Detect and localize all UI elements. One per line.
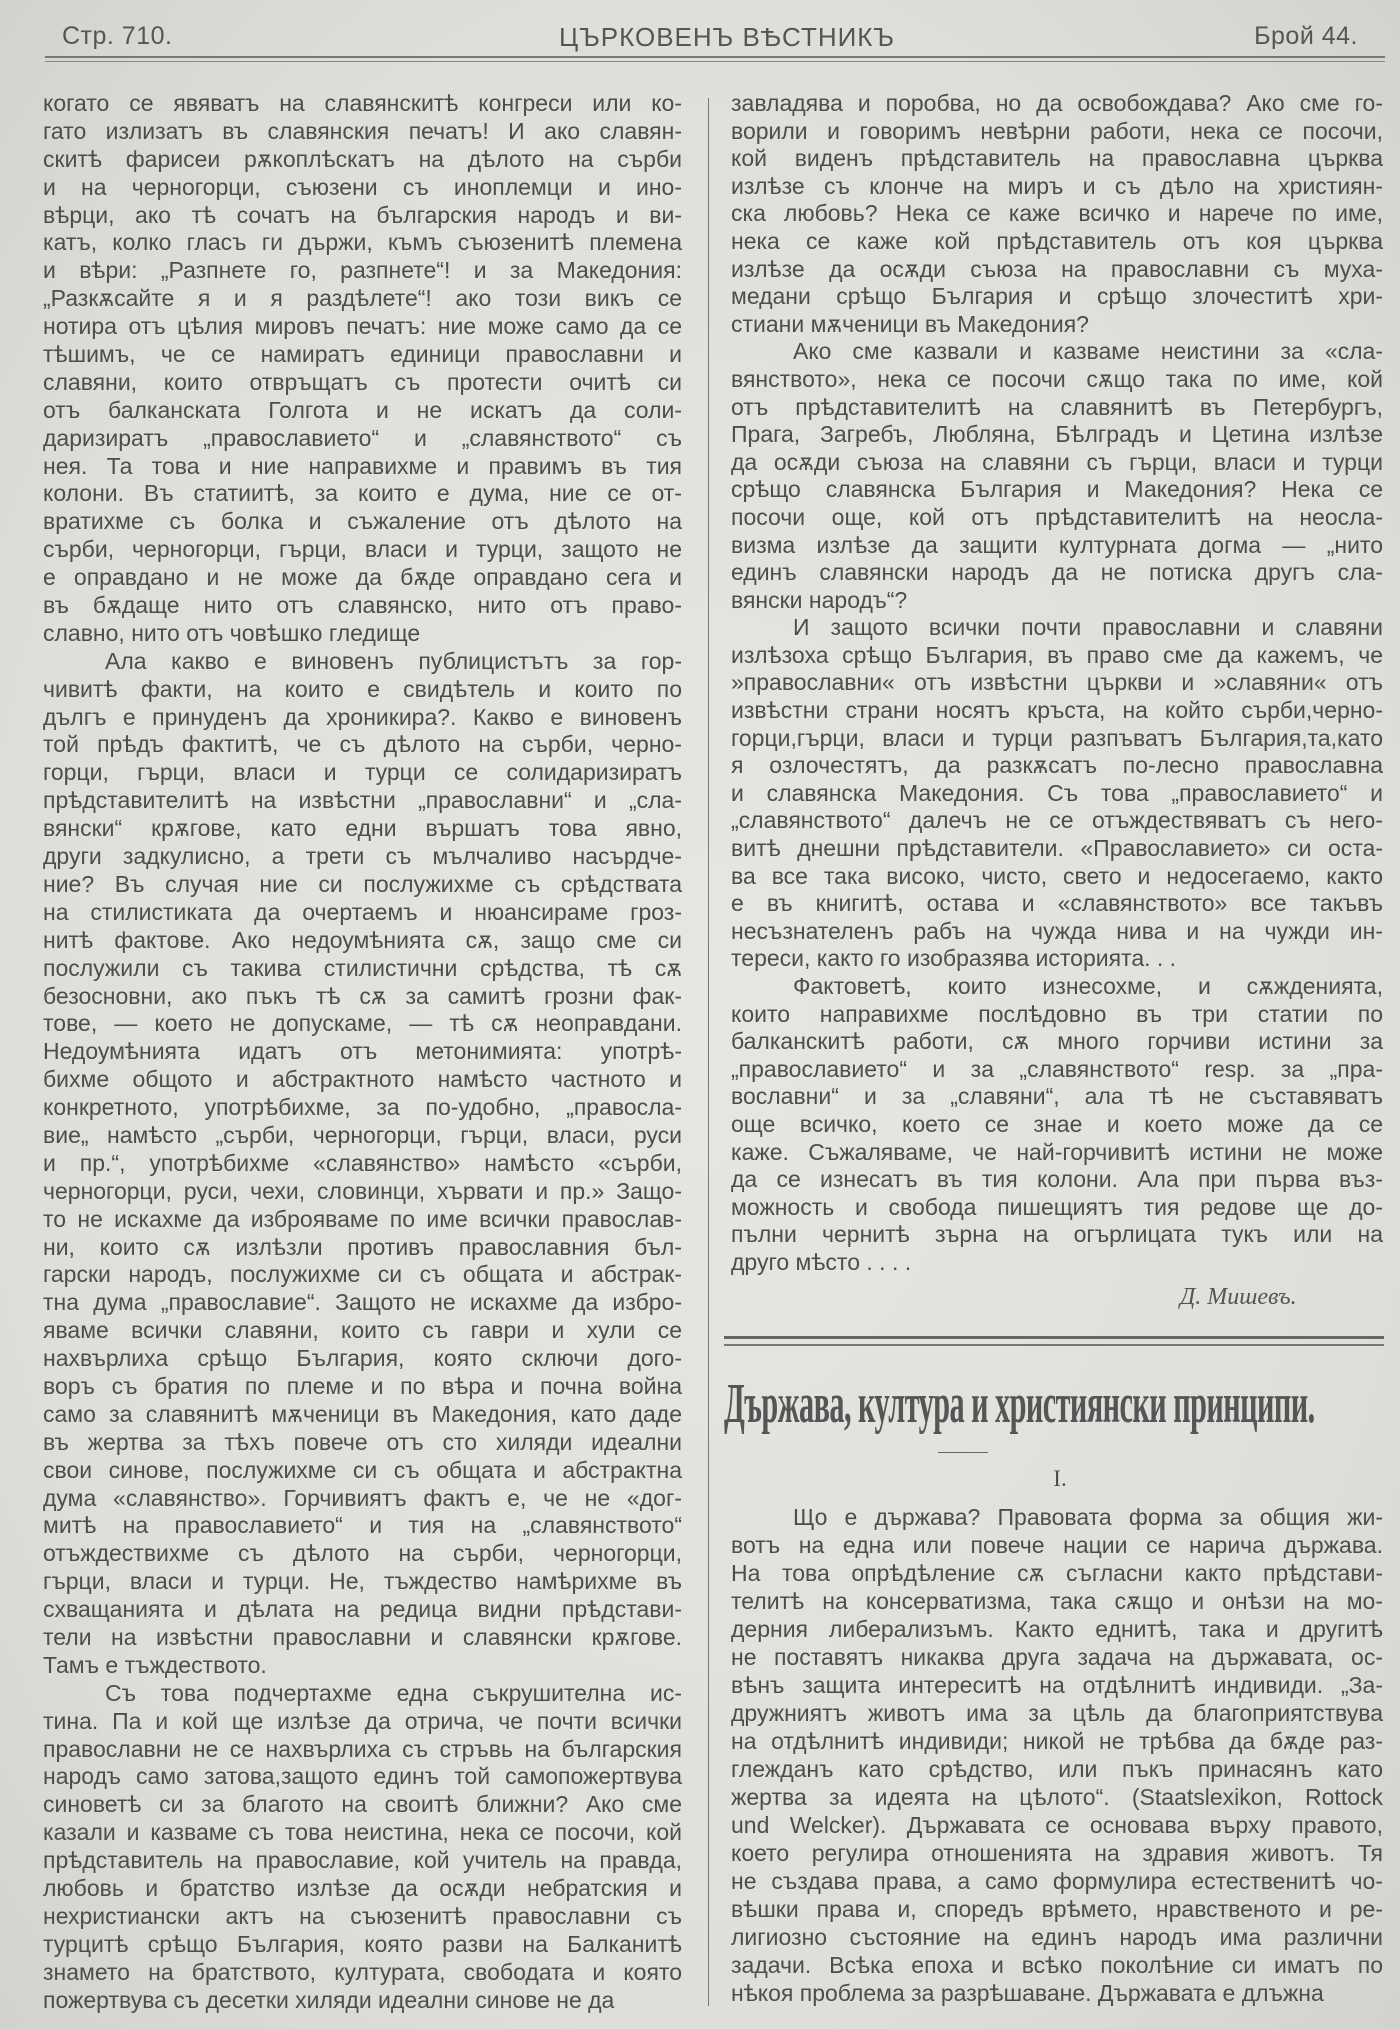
text-line: задачи. Всѣка епоха и всѣко поколѣние си иматъ по (731, 1952, 1383, 1978)
text-line: ние? Въ случая ние си послужихме съ срѣдствата (43, 870, 682, 897)
text-line: и на черногорци, съюзени съ иноплемци и ино- (43, 173, 682, 200)
text-line: горци,гърци, власи и турци разпъватъ България,та,като (731, 724, 1383, 751)
text-line: я озлочестятъ, да разкѫсатъ по-лесно православна (731, 752, 1383, 779)
text-line: „православието“ и за „славянството“ resp. за „пра- (731, 1055, 1383, 1082)
text-line: Тамъ е тъждеството. (43, 1651, 267, 1678)
article-body (731, 1503, 1383, 2007)
text-line: бихме общото и абстрактното намѣсто частното и (43, 1066, 682, 1093)
text-line: извѣстни страни носятъ кръста, на който сърби,черно- (731, 697, 1383, 724)
text-line: излѣзе съ клонче на миръ и съ дѣло на християн- (731, 172, 1383, 199)
text-line: дума «славянство». Горчивиятъ фактъ е, че не «дог- (43, 1484, 682, 1511)
text-line: вѣнъ защита интереситѣ на отдѣлнитѣ индивиди. „За- (731, 1672, 1383, 1698)
text-line: нехристиански актъ на съюзенитѣ православни съ (43, 1902, 682, 1929)
text-line: Недоумѣнията идатъ отъ метонимията: употрѣ- (43, 1038, 682, 1065)
text-line: то не искахме да изброяваме по име всички православ- (43, 1205, 682, 1232)
text-line: славно, нито отъ човѣшко гледище (43, 619, 421, 646)
text-line: на отдѣлнитѣ индивиди; никой не трѣбва да бѫде раз- (731, 1728, 1383, 1754)
left-column (43, 90, 682, 2014)
text-line: знамето на братството, културата, свободата и която (43, 1958, 682, 1985)
text-line: конкретното, употрѣбихме, за по-удобно, „правосла- (43, 1094, 682, 1121)
text-line: Фактоветѣ, които изнесохме, и сѫжденията, (793, 973, 1383, 999)
paragraph (731, 90, 1383, 338)
text-line: синоветѣ си за благото на своитѣ ближни? Ако сме (43, 1791, 682, 1818)
title-underline (938, 1452, 988, 1453)
paragraph (731, 338, 1383, 614)
text-line: нитѣ фактове. Ако недоумѣнията сѫ, защо сме си (43, 926, 682, 953)
right-column (731, 90, 1383, 1277)
text-line: дерния либерализъмъ. Както еднитѣ, така и другитѣ (731, 1616, 1383, 1642)
text-line: яваме всички славяни, които съ гаври и хули се (43, 1317, 682, 1344)
text-line: воръ съ братия по племе и по вѣра и почна война (43, 1372, 682, 1399)
text-line: И защото всички почти православни и славяни (793, 614, 1383, 641)
text-line: каже. Съжаляваме, че най-горчивитѣ истини не може (731, 1138, 1383, 1165)
text-line: и пр.“, употрѣбихме «славянство» намѣсто «сърби, (43, 1149, 682, 1176)
text-line: горци, гърци, власи и турци се солидаризиратъ (43, 759, 682, 786)
text-line: свои синове, послужихме си съ общата и абстрактна (43, 1456, 682, 1483)
text-line: глежданъ като срѣдство, или пъкъ принасянъ като (731, 1756, 1383, 1782)
text-line: und Welcker). Държавата се основава върху правото, (731, 1812, 1383, 1838)
text-line: е въ книгитѣ, остава и «славянството» все такъвъ (731, 890, 1383, 917)
text-line: още всичко, което се знае и което може да се (731, 1110, 1383, 1137)
text-line: митѣ на православието“ и тия на „славянството“ (43, 1512, 682, 1539)
text-line: лигиозно състояние на единъ народъ има различни (731, 1924, 1383, 1950)
text-line: не създава права, а само формулира естественитѣ чо- (731, 1868, 1383, 1894)
text-line: излѣзоха срѣщо България, въ право сме да кажемъ, че (731, 641, 1383, 668)
text-line: не поставятъ никаква друга задача на държавата, ос- (731, 1644, 1383, 1670)
text-line: вѣрци, ако тѣ сочатъ на българския народъ и ви- (43, 201, 682, 228)
text-line: което регулира отношенията на здравия животъ. Тя (731, 1840, 1383, 1866)
text-line: прѣдставителитѣ на извѣстни „православни“ и „сла- (43, 787, 682, 814)
text-line: срѣщо славянска България и Македония? Нека се (731, 476, 1383, 503)
text-line: единъ славянски народъ да не потиска другъ сла- (731, 559, 1383, 586)
text-line: ворили и говоримъ невѣрни работи, нека се посочи, (731, 117, 1383, 144)
text-line: турцитѣ срѣщо България, която разви на Балканитѣ (43, 1930, 682, 1957)
text-line: витѣ днешни прѣдставители. «Православието» си оста- (731, 835, 1383, 862)
text-line: сърби, черногорци, гърци, власи и турци, защото не (43, 536, 682, 563)
text-line: въ жертва за тѣхъ повече отъ сто хиляди идеални (43, 1428, 682, 1455)
text-line: телитѣ на консерватизма, така сѫщо и онѣзи на мо- (731, 1588, 1383, 1614)
paragraph (43, 648, 682, 1680)
text-line: тѣшимъ, че се намиратъ единици православни и (43, 341, 682, 368)
text-line: Ала какво е виновенъ публицистътъ за гор- (105, 647, 682, 674)
text-line: пожертвува съ десетки хиляди идеални синове не да (43, 1986, 615, 2013)
text-line: чивитѣ факти, на които е свидѣтель и които по (43, 675, 682, 702)
text-line: отъ прѣдставителитѣ на славянитѣ въ Петербургъ, (731, 393, 1383, 420)
text-line: Прага, Загребъ, Любляна, Бѣлградъ и Цетина излѣзе (731, 421, 1383, 448)
text-line: нотира отъ цѣлия мировъ печатъ: ние може само да се (43, 313, 682, 340)
issue-number: Брой 44. (1254, 22, 1358, 50)
text-line: дългъ е принуденъ да хроникира?. Какво е виновенъ (43, 703, 682, 730)
text-line: да се изнесатъ въ тия колони. Ала при първа въз- (731, 1166, 1383, 1193)
text-line: казали и казваме съ това неистина, нека се посочи, кой (43, 1819, 682, 1846)
text-line: излѣзе да осѫди съюза на православни съ муха- (731, 255, 1383, 282)
section-number: I. (1053, 1466, 1067, 1491)
header-rule (45, 56, 1385, 62)
text-line: други задкулисно, а трети съ мълчаливо насърдче- (43, 843, 682, 870)
text-line: отъждествихме съ дѣлото на сърби, черногорци, (43, 1540, 682, 1567)
text-line: ни, които сѫ излѣзли противъ православния бъл- (43, 1233, 682, 1260)
page-number: Стр. 710. (62, 22, 173, 50)
paragraph (731, 1503, 1383, 2007)
text-line: схващанията и дѣлата на редица видни прѣдстави- (43, 1596, 682, 1623)
text-line: медани срѣщо България и срѣщо злочеститѣ хри- (731, 283, 1383, 310)
text-line: вянски“ крѫгове, като едни вършатъ това явно, (43, 815, 682, 842)
text-line: „Разкѫсайте я и я раздѣлете“! ако този викъ се (43, 285, 682, 312)
text-line: православни не се нахвърлиха съ стръвь на българския (43, 1735, 682, 1762)
text-line: балканскитѣ работи, сѫ много горчиви истини за (731, 1028, 1383, 1055)
text-line: даризиратъ „православието“ и „славянството“ съ (43, 424, 682, 451)
column-divider (708, 98, 709, 2006)
text-line: тна дума „православие“. Защото не искахме да избро- (43, 1289, 682, 1316)
text-line: нахвърлиха срѣщо България, която сключи дого- (43, 1345, 682, 1372)
text-line: вратихме съ болка и съжаление отъ дѣлото на (43, 508, 682, 535)
text-line: нѣкоя проблема за разрѣшаване. Държавата е длъжна (731, 1980, 1324, 2006)
text-line: тели на извѣстни православни и славянски крѫгове. (43, 1623, 682, 1650)
paragraph (731, 973, 1383, 1277)
text-line: ва все така високо, чисто, свето и недосегаемо, както (731, 862, 1383, 889)
text-line: отъ балканската Голгота и не искатъ да соли- (43, 396, 682, 423)
text-line: жертва за идеята на цѣлото“. (Staatslexikon, Rottock (731, 1784, 1383, 1810)
text-line: тереси, както го изобразява историята. . . (731, 945, 1177, 972)
text-line: гарски народъ, послужихме си съ общата и абстрак- (43, 1261, 682, 1288)
text-line: тове, — което не допускаме, — тѣ сѫ неоправдани. (43, 1010, 682, 1037)
text-line: вянството», нека се посочи сѫщо така по име, кой (731, 365, 1383, 392)
text-line: вѣшки права и, споредъ врѣмето, нравственото и ре- (731, 1896, 1383, 1922)
text-line: народъ само затова,защото единъ той самопожертвува (43, 1763, 682, 1790)
text-line: послужили съ такива стилистични срѣдства, тѣ сѫ (43, 954, 682, 981)
text-line: дружниятъ животъ има за цѣль да благоприятствува (731, 1700, 1383, 1726)
text-line: тина. Па и кой ще излѣзе да отрича, че почти всички (43, 1707, 682, 1734)
text-line: можность и свобода пишещиятъ тия редове ще до- (731, 1193, 1383, 1220)
text-line: е оправдано и не може да бѫде оправдано сега и (43, 564, 682, 591)
text-line: вотъ на една или повече нации се нарича държава. (731, 1532, 1383, 1558)
text-line: Що е държава? Правовата форма за общия жи- (793, 1504, 1383, 1530)
paragraph (43, 90, 682, 648)
text-line: любовь и братство излѣзе да осѫди небратския и (43, 1875, 682, 1901)
text-line: и славянска Македония. Съ това „православието“ и (731, 779, 1383, 806)
text-line: само за славянитѣ мѫченици въ Македония, като даде (43, 1400, 682, 1427)
text-line: посочи още, кой отъ прѣдставителитѣ на неосла- (731, 503, 1383, 530)
text-line: безосновни, ако пъкъ тѣ сѫ за самитѣ грозни фак- (43, 982, 682, 1009)
author-signature: Д. Мишевъ. (1180, 1284, 1297, 1310)
text-line: На това опрѣдѣление сѫ съгласни както прѣдстави- (731, 1560, 1383, 1586)
paragraph (43, 1680, 682, 2015)
text-line: вие„ намѣсто „сърби, черногорци, гърци, власи, руси (43, 1121, 682, 1148)
text-line: стиани мѫченици въ Македония? (731, 310, 1089, 337)
text-line: »православни« отъ извѣстни църкви и »славяни« отъ (731, 669, 1383, 696)
text-line: черногорци, руси, чехи, словинци, хървати и пр.» Защо- (43, 1177, 682, 1204)
text-line: завладява и поробва, но да освобождава? Ако сме го- (731, 90, 1383, 116)
text-line: вославни“ и за „славяни“, ала тѣ не съставяватъ (731, 1083, 1383, 1110)
text-line: несъзнателенъ рабъ на чужда нива и на чужди ин- (731, 917, 1383, 944)
text-line: Ако сме казвали и казваме неистини за «сла- (793, 338, 1383, 365)
text-line: и вѣри: „Разпнете го, разпнете“! и за Македония: (43, 257, 682, 284)
text-line: колони. Въ статиитѣ, за които е дума, ние се от- (43, 480, 682, 507)
text-line: той прѣдъ фактитѣ, че съ дѣлото на сърби, черно- (43, 731, 682, 758)
text-line: Съ това подчертахме една съкрушителна ис- (105, 1679, 682, 1706)
article-separator-rule (724, 1336, 1384, 1346)
text-line: на стилистиката да очертаемъ и нюансираме гроз- (43, 898, 682, 925)
paragraph (731, 614, 1383, 973)
text-line: скитѣ фарисеи рѫкоплѣскатъ на дѣлото на сърби (43, 145, 682, 172)
article-title: Държава, култура и християнски принципи. (724, 1373, 1315, 1435)
text-line: пълни чернитѣ зърна на огърлицата тукъ или на (731, 1221, 1383, 1248)
text-line: ска любовь? Нека се каже всичко и нарече по име, (731, 200, 1383, 227)
text-line: гато излизатъ въ славянския печатъ! И ако славян- (43, 117, 682, 144)
text-line: визма излѣзе да защити културната догма — „нито (731, 531, 1383, 558)
text-line: друго мѣсто . . . . (731, 1248, 912, 1275)
text-line: които направихме послѣдовно въ три статии по (731, 1000, 1383, 1027)
text-line: славяни, които отвръщатъ съ протести очитѣ си (43, 368, 682, 395)
text-line: кой виденъ прѣдставитель на православна църква (731, 145, 1383, 172)
text-line: въ бѫдаще нито отъ славянско, нито отъ право- (43, 592, 682, 619)
text-line: „славянството“ далечъ не се отъждествяватъ съ него- (731, 807, 1383, 834)
text-line: нека се каже кой прѣдставитель отъ коя църква (731, 227, 1383, 254)
text-line: гърци, власи и турци. Не, тъждество намѣрихме въ (43, 1568, 682, 1595)
text-line: катъ, колко гласъ ги държи, къмъ съюзенитѣ племена (43, 229, 682, 256)
text-line: когато се явяватъ на славянскитѣ конгреси или ко- (43, 90, 682, 116)
text-line: вянски народъ“? (731, 586, 908, 613)
text-line: нея. Та това и ние направихме и правимъ въ тия (43, 452, 682, 479)
text-line: прѣдставитель на православие, кой учитель на правда, (43, 1847, 682, 1874)
text-line: да осѫди съюза на славяни съ гърци, власи и турци (731, 448, 1383, 475)
newspaper-title: ЦЪРКОВЕНЪ ВѢСТНИКЪ (558, 22, 896, 52)
